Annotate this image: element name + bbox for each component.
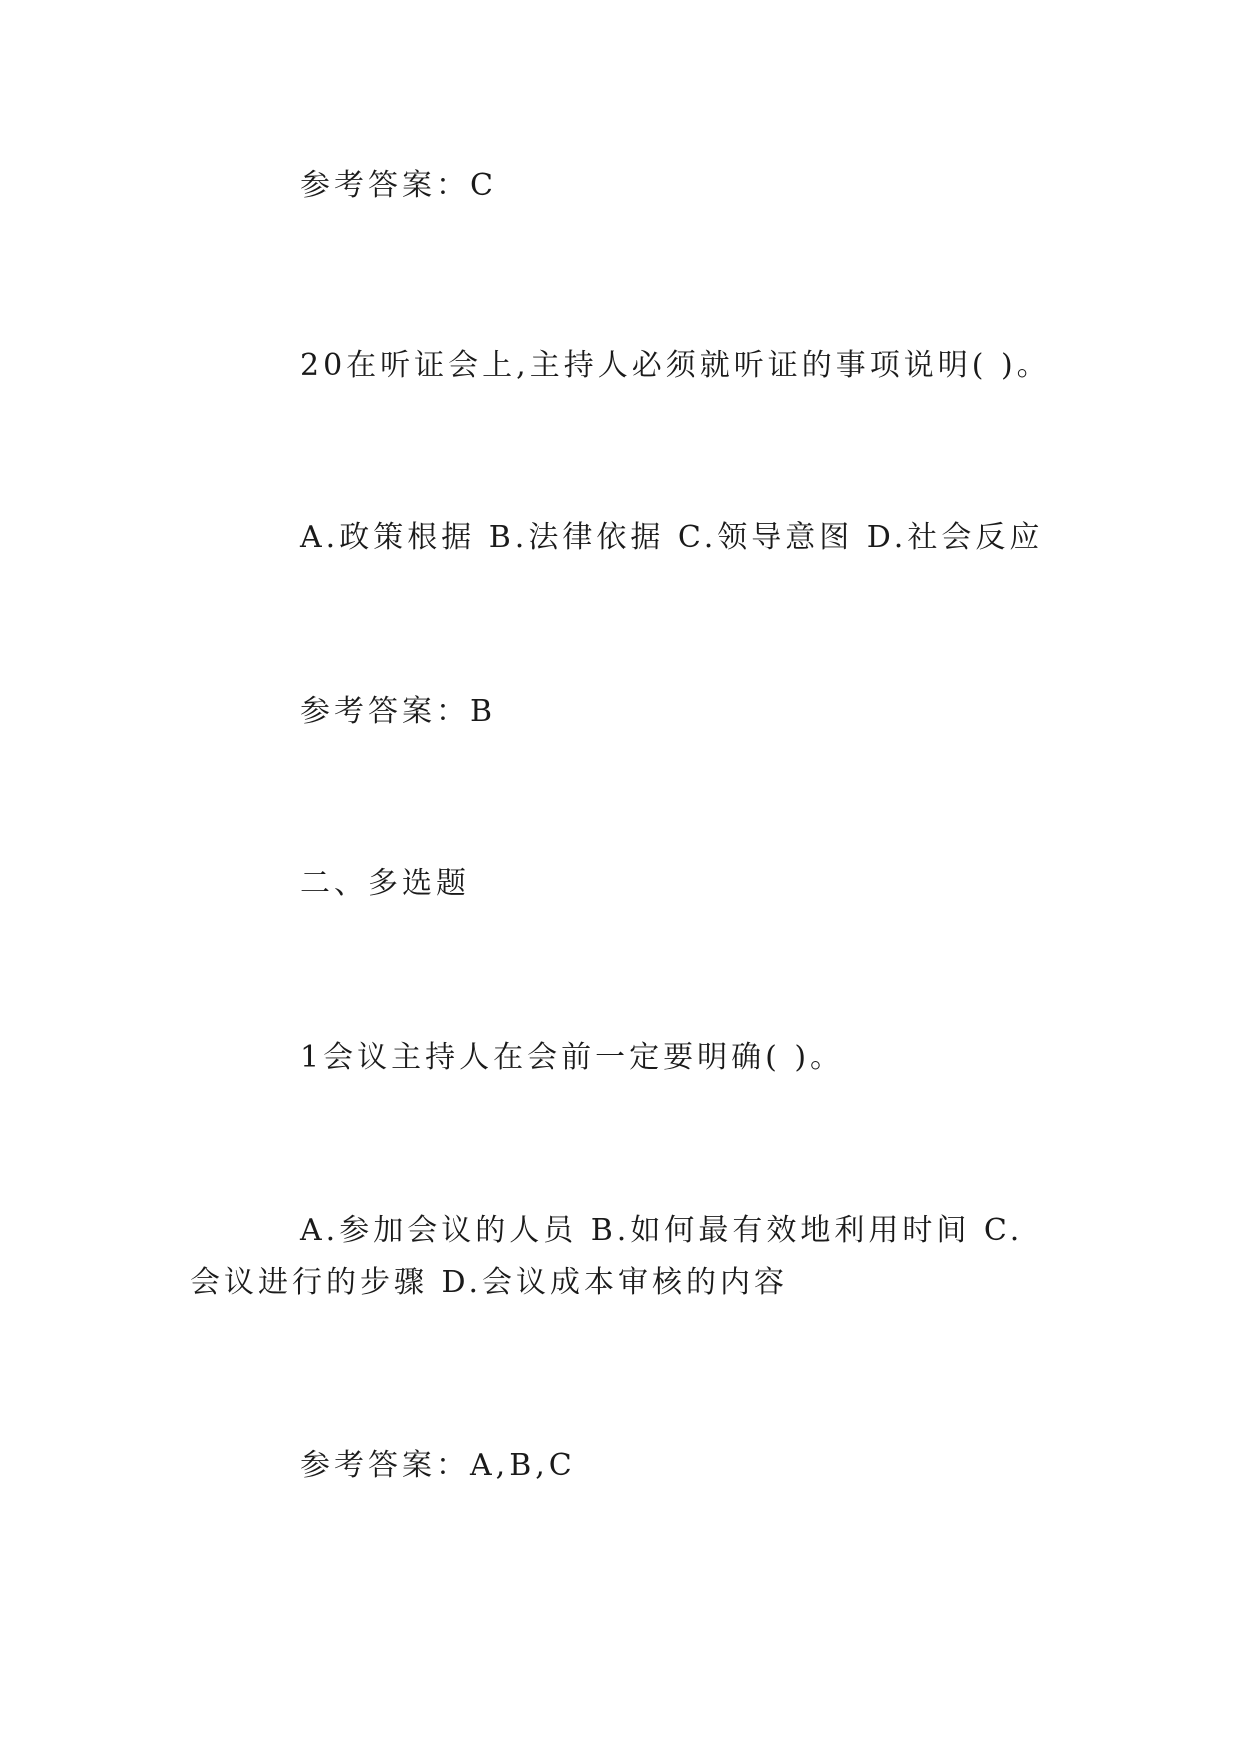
question-text: 1会议主持人在会前一定要明确( )。 (300, 1040, 845, 1075)
question-text: 20在听证会上,主持人必须就听证的事项说明( )。 (300, 348, 1051, 383)
section-heading: 二、多选题 (300, 866, 470, 901)
answer-line: 参考答案：B (300, 694, 497, 729)
answer-line: 参考答案：A,B,C (300, 1448, 576, 1483)
question-options: A.参加会议的人员 B.如何最有效地利用时间 C.会议进行的步骤 D.会议成本审核的内容 (190, 1213, 1024, 1300)
answer-line: 参考答案：C (300, 168, 497, 203)
question-options: A.政策根据 B.法律依据 C.领导意图 D.社会反应 (300, 520, 1044, 555)
